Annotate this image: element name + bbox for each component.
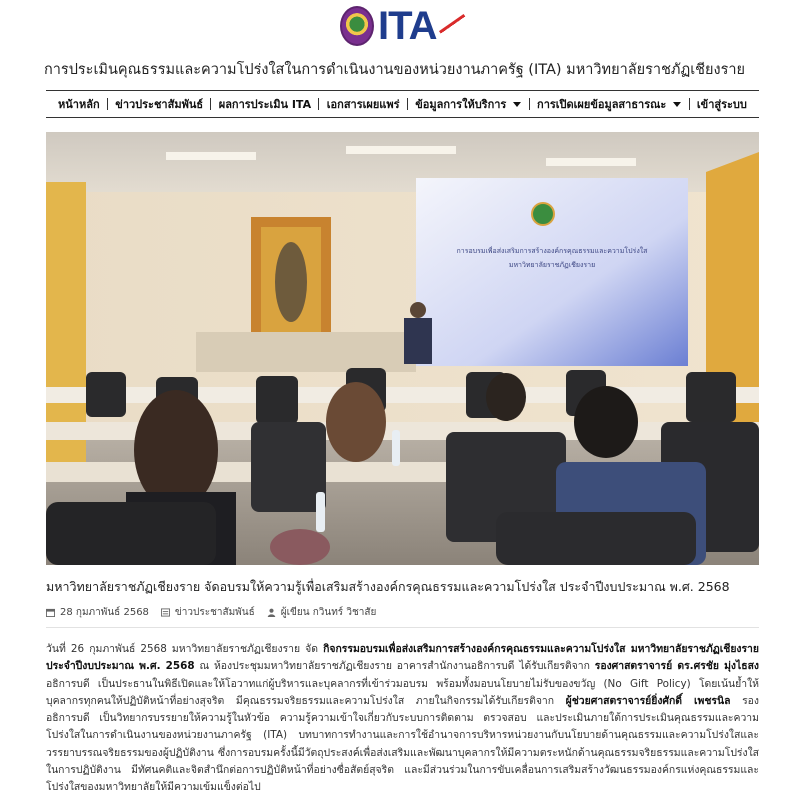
nav-label: หน้าหลัก <box>58 98 100 111</box>
post-category-text: ข่าวประชาสัมพันธ์ <box>174 607 255 618</box>
nav-label: ข้อมูลการให้บริการ <box>415 98 507 111</box>
body-text-segment: อธิการบดี เป็นประธานในพิธีเปิดและให้โอวาทแก่ผู้บริหารและบุคลากรที่เข้าร่วมอบรม พร้อมทั้งมอบนโยบายไม่รับของขวัญ (No Gift Policy) โดยเน้นย้ำให้บุคลากรทุกคนให้ปฏิบัติหน้าที่อย่างสุจริต มีคุณธรรมจริยธรรมและความโปร่งใส ภายในกิจกรรมได้รับเกียรติจาก <box>46 677 759 707</box>
nav-separator <box>689 98 690 110</box>
main-nav <box>46 90 759 118</box>
nav-label: การเปิดเผยข้อมูลสาธารณะ <box>537 98 667 111</box>
site-header <box>0 0 789 92</box>
training-room-image <box>46 132 759 565</box>
body-text-segment: วันที่ 26 กุมภาพันธ์ 2568 มหาวิทยาลัยราชภัฏเชียงราย จัด <box>46 643 324 655</box>
flag-stripe-icon <box>439 14 467 36</box>
president-name-highlight: รองศาสตราจารย์ ดร.ศรชัย มุ่งไธสง <box>594 660 759 673</box>
university-seal-icon <box>340 6 374 46</box>
nav-item-ita-results[interactable] <box>219 95 311 113</box>
nav-separator <box>318 98 319 110</box>
nav-label: เข้าสู่ระบบ <box>696 98 747 111</box>
chevron-down-icon <box>673 102 681 107</box>
calendar-icon <box>46 608 55 617</box>
nav-separator <box>107 98 108 110</box>
speaker-name-highlight: ผู้ช่วยศาสตราจารย์ยิ่งศักดิ์ เพชรนิล <box>565 694 731 707</box>
article-body <box>46 641 759 797</box>
nav-label: ผลการประเมิน ITA <box>218 98 312 111</box>
article-caption: มหาวิทยาลัยราชภัฏเชียงราย จัดอบรมให้ความรู้เพื่อเสริมสร้างองค์กรคุณธรรมและความโปร่งใส ประจำปีงบประมาณ พ.ศ. 2568 <box>46 579 730 594</box>
nav-label: เอกสารเผยแพร่ <box>326 98 400 111</box>
chevron-down-icon <box>513 102 521 107</box>
screen-title-line1: การอบรมเพื่อส่งเสริมการสร้างองค์กรคุณธรรมและความโปร่งใส <box>456 247 648 255</box>
post-category[interactable] <box>161 605 255 620</box>
featured-photo <box>46 132 759 565</box>
site-title: การประเมินคุณธรรมและความโปร่งใสในการดำเนินงานของหน่วยงานภาครัฐ (ITA) มหาวิทยาลัยราชภัฏเชียงราย <box>43 62 745 78</box>
post-author-text: ผู้เขียน กวินทร์ วิชาสัย <box>280 607 377 618</box>
ita-logo-text: ITA <box>378 4 437 48</box>
post-date <box>46 605 149 620</box>
article-meta <box>46 605 388 620</box>
nav-item-home[interactable] <box>58 95 100 113</box>
user-icon <box>267 608 276 617</box>
nav-separator <box>529 98 530 110</box>
content-divider <box>46 627 759 628</box>
nav-label: ข่าวประชาสัมพันธ์ <box>115 98 204 111</box>
post-author <box>267 605 377 620</box>
event-name-highlight: กิจกรรมอบรมเพื่อส่งเสริมการสร้างองค์กรคุณธรรมและความโปร่งใส มหาวิทยาลัยราชภัฏเชียงราย ประจำปีงบประมาณ พ.ศ. 2568 <box>46 643 759 673</box>
nav-separator <box>210 98 211 110</box>
nav-item-news[interactable] <box>115 95 203 113</box>
body-text-segment: รองอธิการบดี เป็นวิทยากรบรรยายให้ความรู้ในหัวข้อ ความรู้ความเข้าใจเกี่ยวกับระบบการติดตาม ตรวจสอบ และประเมินภายใต้การประเมินคุณธรรมและความโปร่งใสในการดำเนินงานของหน่วยงานภาครัฐ (ITA) บทบาทการทำงานและการใช้อำนาจการบริหารหน่วยงานกับนโยบายด้านคุณธรรมและความโปร่งใสและวรรยาบรรณจริยธรรมของผู้ปฏิบัติงาน ซึ่งการอบรมครั้งนี้มีวัตถุประสงค์เพื่อส่งเสริมและพัฒนาบุคลากรให้มีความตระหนักด้านคุณธรรมจริยธรรมและความโปร่งใสในการปฏิบัติงาน มีทัศนคติและจิตสำนึกต่อการปฏิบัติหน้าที่อย่างซื่อสัตย์สุจริต และมีส่วนร่วมในการขับเคลื่อนการเสริมสร้างวัฒนธรรมองค์กรแห่งคุณธรรมและโปร่งใสของมหาวิทยาลัยให้มีความเข้มแข็งต่อไป <box>46 694 759 794</box>
folder-icon <box>161 608 170 617</box>
post-date-text: 28 กุมภาพันธ์ 2568 <box>60 607 149 618</box>
body-text-segment: ณ ห้องประชุมมหาวิทยาลัยราชภัฏเชียงราย อาคารสำนักงานอธิการบดี ได้รับเกียรติจาก <box>194 660 595 673</box>
nav-item-documents[interactable] <box>327 95 400 113</box>
nav-item-service-info[interactable] <box>415 95 521 113</box>
nav-separator <box>407 98 408 110</box>
nav-item-public-disclosure[interactable] <box>537 95 681 113</box>
screen-title-line2: มหาวิทยาลัยราชภัฏเชียงราย <box>508 261 596 269</box>
ita-logo[interactable] <box>340 4 464 48</box>
nav-item-login[interactable] <box>697 95 747 113</box>
